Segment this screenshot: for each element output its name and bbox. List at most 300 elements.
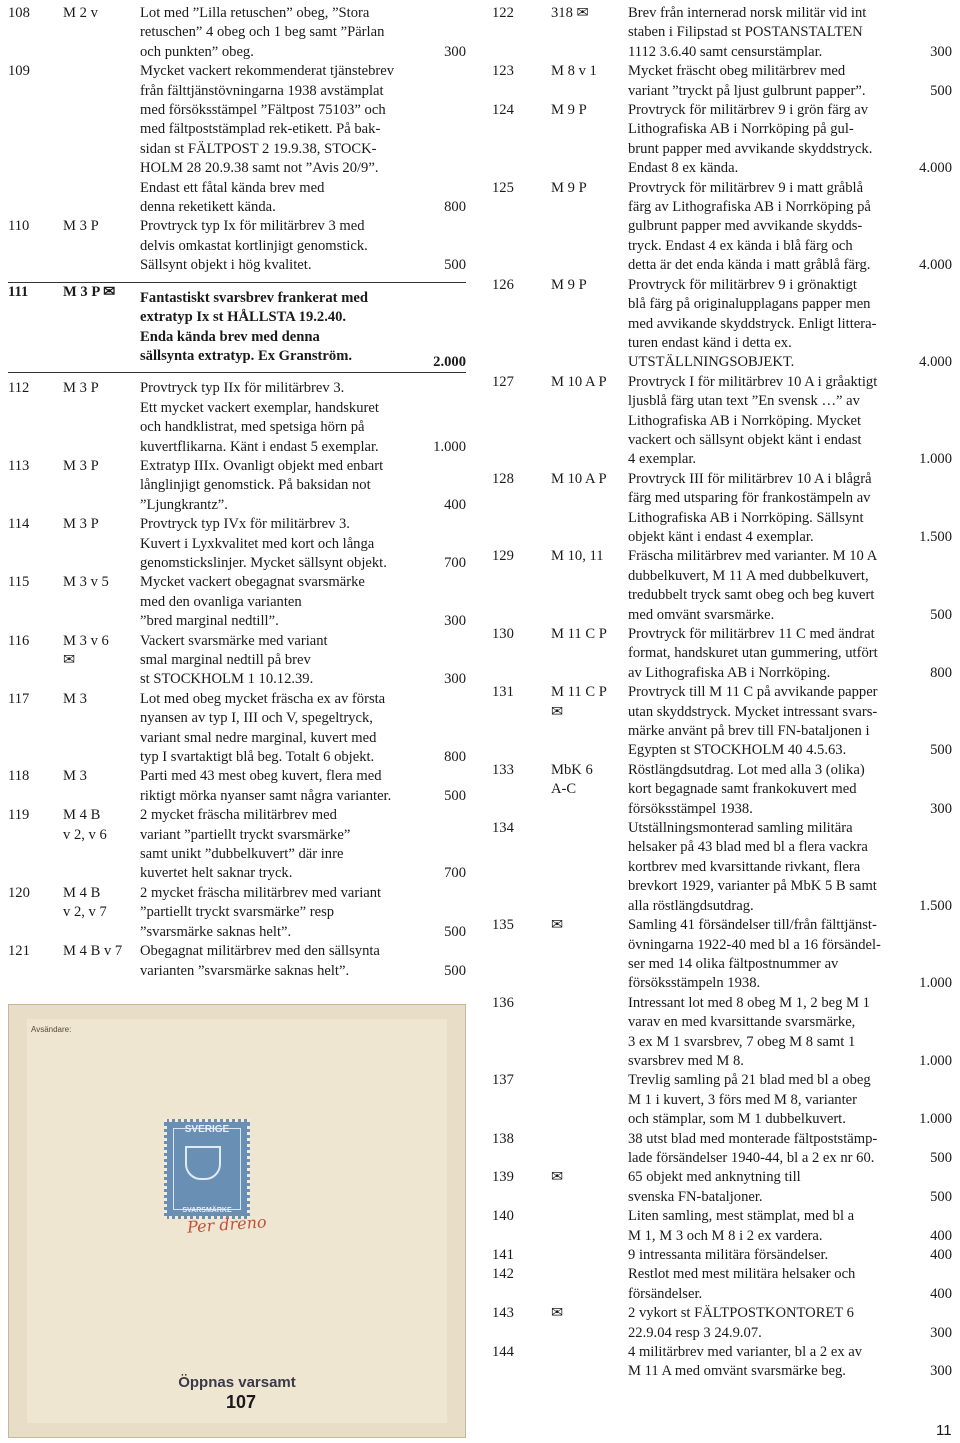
page-number-right: 11 (936, 1422, 952, 1439)
lot-description (140, 573, 466, 631)
catalog-code-text: M 4 B v 7 (63, 943, 123, 960)
catalog-code-text: M 3 v 6 (63, 632, 109, 649)
lot-entry (492, 916, 952, 994)
lot-catalog-code (551, 373, 607, 392)
description-line: staben i Filipstad st POSTANSTALTEN (628, 24, 863, 41)
lot-price: 500 (444, 962, 466, 979)
lot-description (628, 4, 952, 62)
lot-price: 700 (444, 554, 466, 571)
reply-stamp-image (164, 1119, 250, 1219)
lot-entry (8, 573, 466, 631)
lot-description (140, 942, 466, 981)
lot-entry (492, 276, 952, 373)
lot-number: 113 (8, 457, 30, 474)
lot-price: 300 (444, 671, 466, 688)
catalog-code-text: M 9 P (551, 276, 587, 293)
page-number-left: 107 (226, 1392, 257, 1412)
lot-price: 2.000 (433, 353, 466, 370)
description-line: ”bred marginal nedtill”. (140, 613, 279, 630)
description-line: Provtryck III för militärbrev 10 A i blågrå (628, 470, 872, 487)
description-line: Lithografiska AB i Norrköping. Sällsynt (628, 509, 864, 526)
lot-entry (8, 217, 466, 275)
lot-description (140, 690, 466, 768)
description-line: 2 mycket fräscha militärbrev med variant (140, 884, 382, 901)
envelope-icon: ✉ (63, 652, 76, 668)
description-line: Provtryck för militärbrev 11 C med ändrat (628, 626, 875, 642)
lot-catalog-code (551, 4, 589, 23)
description-line: genomstickslinjer. Mycket sällsynt objekt. (140, 554, 387, 571)
lot-entry (492, 179, 952, 276)
description-line: Enda kända brev med denna (140, 328, 320, 345)
description-line: alla röstlängdsutdrag. (628, 897, 754, 914)
lot-description (140, 379, 466, 457)
lot-catalog-code (63, 884, 107, 923)
catalog-code-variant: v 2, v 7 (63, 904, 107, 921)
description-line: Provtryck typ Ix för militärbrev 3 med (140, 218, 365, 235)
lot-description (628, 101, 952, 179)
lot-number: 110 (8, 218, 30, 235)
description-line: 9 intressanta militära försändelser. (628, 1247, 829, 1263)
lot-entry (492, 994, 952, 1072)
description-line: Samling 41 försändelser till/från fälttjänst- (628, 917, 877, 934)
envelope-icon: ✉ (551, 703, 564, 720)
lot-number: 117 (8, 690, 30, 707)
description-line: Fräscha militärbrev med varianter. M 10 A (628, 548, 878, 565)
lot-entry (492, 1130, 952, 1169)
lot-price: 300 (930, 1363, 952, 1380)
description-line: Trevlig samling på 21 blad med bl a obeg (628, 1072, 871, 1089)
description-line: extratyp Ix st HÅLLSTA 19.2.40. (140, 309, 347, 326)
description-line: Provtryck typ IVx för militärbrev 3. (140, 516, 350, 533)
description-line: ”partiellt tryckt svarsmärke” resp (140, 904, 335, 921)
description-line: med omvänt svarsmärke. (628, 606, 775, 623)
lot-entry (492, 62, 952, 101)
description-line: svenska FN-bataljoner. (628, 1188, 763, 1205)
description-line: från fälttjänstövningarna 1938 avstämplat (140, 82, 384, 99)
description-line: 3 ex M 1 svarsbrev, 7 obeg M 8 samt 1 (628, 1033, 856, 1050)
lot-description (628, 1265, 952, 1304)
lot-entry (492, 761, 952, 819)
description-line: delvis omkastat kortlinjigt genomstick. (140, 237, 368, 254)
lot-number: 108 (8, 5, 30, 21)
description-line: blå färg på originalupplagans papper men (628, 296, 871, 313)
description-line: Lithografiska AB i Norrköping på gul- (628, 121, 854, 138)
lot-catalog-code (551, 547, 604, 566)
lot-catalog-code (551, 276, 587, 295)
lot-description (140, 4, 466, 62)
lot-price: 1.000 (919, 451, 952, 468)
lot-price: 500 (930, 742, 952, 759)
lot-description (628, 1343, 952, 1382)
description-line: Parti med 43 mest obeg kuvert, flera med (140, 768, 382, 785)
description-line: Röstlängdsutdrag. Lot med alla 3 (olika) (628, 761, 865, 778)
lot-number: 143 (492, 1305, 514, 1322)
description-line: Intressant lot med 8 obeg M 1, 2 beg M 1 (628, 994, 870, 1011)
description-line: Provtryck I för militärbrev 10 A i gråaktigt (628, 373, 878, 390)
description-line: brunt papper med avvikande skyddstryck. (628, 140, 873, 157)
description-line: objekt känt i endast 4 exemplar. (628, 528, 814, 545)
lot-catalog-code (63, 942, 122, 961)
catalog-code-text: M 3 P (63, 516, 99, 533)
description-line: ”svarsmärke saknas helt”. (140, 923, 292, 940)
catalog-code-text: MbK 6 (551, 761, 593, 778)
lot-description (628, 276, 952, 373)
lot-description (140, 289, 466, 367)
lot-number: 123 (492, 63, 514, 80)
stamp-value-text: SVARSMÄRKE (182, 1207, 232, 1214)
description-line: varav en med kvarsittande svarsmärke, (628, 1014, 856, 1031)
catalog-code-text: M 3 P (63, 380, 99, 397)
lot-entry (492, 101, 952, 179)
lot-description (628, 819, 952, 916)
lot-catalog-code (63, 632, 109, 671)
catalog-code-text: M 10 A P (551, 373, 607, 390)
description-line: lade försändelser 1940-44, bl a 2 ex nr 60. (628, 1149, 875, 1166)
lot-price: 400 (444, 496, 466, 513)
lot-number: 141 (492, 1247, 514, 1263)
description-line: Provtryck för militärbrev 9 i grönaktigt (628, 276, 857, 293)
description-line: 4 exemplar. (628, 451, 697, 468)
lot-catalog-code (551, 683, 607, 722)
lot-description (628, 470, 952, 548)
lot-number: 127 (492, 373, 514, 390)
description-line: kort begagnade samt frankokuvert med (628, 781, 857, 798)
envelope-handwriting: Per dreno (186, 1212, 268, 1237)
lot-description (628, 916, 952, 994)
description-line: med försöksstämpel ”Fältpost 75103” och (140, 102, 386, 119)
description-line: sällsynta extratyp. Ex Granström. (140, 347, 353, 364)
description-line: varianten ”svarsmärke saknas helt”. (140, 962, 350, 979)
catalog-code-variant: A-C (551, 781, 577, 798)
envelope-face (27, 1019, 447, 1423)
description-line: färg med utsparing för frankostämpeln av (628, 490, 871, 507)
description-line: försöksstämpel 1938. (628, 800, 753, 817)
description-line: Lot med obeg mycket fräscha ex av första (140, 690, 386, 707)
catalog-code-text: M 8 v 1 (551, 63, 597, 80)
lot-price: 1.500 (919, 528, 952, 545)
lot-price: 400 (930, 1227, 952, 1244)
lot-description (628, 1130, 952, 1169)
lot-price: 500 (444, 257, 466, 274)
lot-catalog-code (551, 1168, 563, 1187)
description-line: 2 mycket fräscha militärbrev med (140, 807, 337, 824)
lot-number: 135 (492, 917, 514, 934)
lot-price: 300 (444, 43, 466, 60)
lot-entry (8, 767, 466, 806)
lot-description (628, 547, 952, 625)
lot-price: 300 (444, 613, 466, 630)
description-line: och punkten” obeg. (140, 43, 254, 60)
lot-number: 140 (492, 1208, 514, 1225)
description-line: Restlot med mest militära helsaker och (628, 1266, 856, 1283)
lot-entry (8, 457, 466, 515)
catalog-code-text: M 9 P (551, 179, 587, 196)
lot-catalog-code (551, 179, 587, 198)
lot-catalog-code (551, 1304, 563, 1323)
description-line: Kuvert i Lyxkvalitet med kort och långa (140, 535, 375, 552)
lot-price: 400 (930, 1247, 952, 1263)
description-line: M 11 A med omvänt svarsmärke beg. (628, 1363, 846, 1380)
lot-number: 111 (8, 283, 29, 300)
lot-number: 126 (492, 276, 514, 293)
description-line: färg av Lithografiska AB i Norrköping på (628, 199, 871, 216)
description-line: och handklistrat, med spetsiga hörn på (140, 419, 365, 436)
catalog-code-text: M 4 B (63, 884, 101, 901)
lot-description (628, 373, 952, 470)
lot-description (628, 1304, 952, 1343)
lot-price: 800 (930, 664, 952, 681)
lot-description (628, 1071, 952, 1129)
envelope-photo (8, 1004, 466, 1438)
lot-number: 124 (492, 102, 514, 119)
lot-entry (492, 373, 952, 470)
lot-price: 500 (930, 606, 952, 623)
description-line: ”Ljungkrantz”. (140, 496, 228, 513)
lot-price: 1.000 (433, 438, 466, 455)
description-line: 38 utst blad med monterade fältpoststämp- (628, 1130, 878, 1147)
lot-catalog-code (63, 457, 99, 476)
catalog-code-text: ✉ (551, 1169, 564, 1186)
lot-catalog-code (63, 379, 99, 398)
lot-price: 4.000 (919, 257, 952, 274)
lot-price: 500 (930, 1149, 952, 1166)
description-line: ser med 14 olika fältpostnummer av (628, 955, 839, 972)
lot-price: 4.000 (919, 160, 952, 177)
catalog-code-text: M 3 (63, 768, 87, 785)
lot-description (628, 761, 952, 819)
description-line: smal marginal nedtill på brev (140, 652, 311, 668)
lot-catalog-code (551, 761, 593, 800)
description-line: Provtryck för militärbrev 9 i grön färg av (628, 102, 869, 119)
catalog-code-text: ✉ (551, 917, 564, 934)
lot-price: 1.000 (919, 1111, 952, 1128)
lot-entry (492, 1168, 952, 1207)
lot-price: 1.500 (919, 897, 952, 914)
description-line: Obegagnat militärbrev med den sällsynta (140, 943, 380, 960)
lot-description (628, 1207, 952, 1246)
lot-description (140, 884, 466, 942)
lot-catalog-code (63, 573, 109, 592)
description-line: Liten samling, mest stämplat, med bl a (628, 1208, 855, 1225)
description-line: med den ovanliga varianten (140, 593, 302, 610)
description-line: vackert och sällsynt objekt känt i endast (628, 431, 862, 448)
lot-catalog-code (63, 283, 115, 302)
description-line: långlinjigt genomstick. På baksidan not (140, 477, 371, 494)
lot-catalog-code (63, 515, 99, 534)
description-line: övningarna 1922-40 med bl a 16 försändel- (628, 936, 881, 953)
lot-price: 1.000 (919, 1052, 952, 1069)
description-line: Lot med ”Lilla retuschen” obeg, ”Stora (140, 5, 370, 21)
lot-description (628, 179, 952, 276)
lot-price: 500 (930, 82, 952, 99)
description-line: M 1 i kuvert, 3 förs med M 8, varianter (628, 1091, 857, 1108)
lot-description (140, 767, 466, 806)
description-line: turen endast känd i detta ex. (628, 334, 792, 351)
description-line: gulbrunt papper med avvikande skydds- (628, 218, 863, 235)
lot-description (628, 1168, 952, 1207)
description-line: kuvertet helt saknar tryck. (140, 865, 293, 882)
lot-description (140, 457, 466, 515)
lot-catalog-code (63, 4, 98, 23)
lot-number: 121 (8, 943, 30, 960)
lot-catalog-code (551, 916, 563, 935)
lot-description (140, 217, 466, 275)
description-line: variant ”partiellt tryckt svarsmärke” (140, 826, 351, 843)
description-line: Mycket vackert rekommenderat tjänstebrev (140, 63, 395, 80)
lot-number: 137 (492, 1072, 514, 1089)
lot-number: 114 (8, 516, 30, 533)
lot-entry (492, 1343, 952, 1382)
catalog-code-text: M 3 (63, 690, 87, 707)
lot-number: 139 (492, 1169, 514, 1186)
description-line: variant ”tryckt på ljust gulbrunt papper”. (628, 82, 866, 99)
description-line: 1112 3.6.40 samt censurstämplar. (628, 43, 823, 60)
description-line: Provtryck för militärbrev 9 i matt gråblå (628, 179, 864, 196)
lot-number: 118 (8, 768, 30, 785)
description-line: Sällsynt objekt i hög kvalitet. (140, 257, 312, 274)
description-line: Lithografiska AB i Norrköping. Mycket (628, 412, 862, 429)
lot-number: 129 (492, 548, 514, 565)
description-line: svarsbrev med M 8. (628, 1052, 744, 1069)
description-line: brevkort 1929, varianter på MbK 5 B samt (628, 878, 877, 895)
description-line: Fantastiskt svarsbrev frankerat med (140, 289, 368, 306)
lot-entry (8, 62, 466, 217)
description-line: Endast 8 ex kända. (628, 160, 739, 177)
lot-number: 144 (492, 1344, 514, 1361)
description-line: 2 vykort st FÄLTPOSTKONTORET 6 (628, 1305, 854, 1322)
lot-number: 109 (8, 63, 30, 80)
catalog-code-text: M 3 P (63, 218, 99, 235)
lot-description (628, 1246, 952, 1265)
description-line: retuschen” 4 obeg och 1 beg samt ”Pärlan (140, 24, 385, 41)
lot-number: 130 (492, 626, 514, 642)
lot-number: 120 (8, 884, 30, 901)
right-column (492, 4, 952, 1382)
lot-description (628, 62, 952, 101)
description-line: denna reketikett kända. (140, 199, 276, 216)
description-line: ljusblå färg utan text ”En svensk …” av (628, 393, 860, 410)
lot-entry (492, 1071, 952, 1129)
catalog-code-text: M 11 C P (551, 684, 607, 701)
catalog-code-text: M 3 P (63, 457, 99, 474)
description-line: M 1, M 3 och M 8 i 2 ex vardera. (628, 1227, 823, 1244)
catalog-code-text: M 2 v (63, 5, 98, 21)
lot-price: 700 (444, 865, 466, 882)
lot-number: 142 (492, 1266, 514, 1283)
description-line: 22.9.04 resp 3 24.9.07. (628, 1324, 762, 1341)
lot-description (628, 625, 952, 683)
lot-description (140, 632, 466, 690)
description-line: Mycket vackert obegagnat svarsmärke (140, 574, 365, 591)
catalog-code-text: M 9 P (551, 102, 587, 119)
description-line: sidan st FÄLTPOST 2 19.9.38, STOCK- (140, 140, 377, 157)
description-line: Endast ett fåtal kända brev med (140, 179, 325, 196)
description-line: detta är det enda kända i matt gråblå färg. (628, 257, 871, 274)
lot-description (628, 994, 952, 1072)
description-line: tredubbelt tryck samt obeg och beg kuvert (628, 587, 875, 604)
description-line: Extratyp IIIx. Ovanligt objekt med enbart (140, 457, 384, 474)
description-line: format, handskuret utan gummering, utfört (628, 645, 878, 662)
description-line: försändelser. (628, 1285, 703, 1302)
description-line: utan skyddstryck. Mycket intressant svars- (628, 703, 878, 720)
lot-description (140, 515, 466, 573)
lot-number: 125 (492, 179, 514, 196)
lot-price: 500 (444, 923, 466, 940)
lot-number: 128 (492, 470, 514, 487)
lot-price: 800 (444, 749, 466, 766)
lot-price: 300 (930, 800, 952, 817)
lot-number: 112 (8, 380, 30, 397)
lot-entry (492, 1304, 952, 1343)
lot-price: 500 (930, 1188, 952, 1205)
lot-catalog-code (63, 690, 87, 709)
description-line: och stämplar, som M 1 dubbelkuvert. (628, 1111, 846, 1128)
lot-description (140, 62, 466, 217)
lot-entry (492, 625, 952, 683)
lot-catalog-code (63, 217, 99, 236)
catalog-code-text: 318 ✉ (551, 5, 589, 21)
description-line: Ett mycket vackert exemplar, handskuret (140, 399, 379, 416)
lot-number: 136 (492, 994, 514, 1011)
lot-description (140, 806, 466, 884)
left-column (8, 4, 466, 981)
description-line: märke använt på brev till FN-bataljonen i (628, 723, 870, 740)
lot-entry (492, 819, 952, 916)
description-line: Egypten st STOCKHOLM 40 4.5.63. (628, 742, 847, 759)
lot-entry (8, 379, 466, 457)
lot-entry (492, 1246, 952, 1265)
lot-entry (8, 282, 466, 374)
lot-entry (8, 515, 466, 573)
description-line: med avvikande skyddstryck. Enligt littera- (628, 315, 877, 332)
description-line: typ I svartaktigt blå beg. Totalt 6 objekt. (140, 749, 375, 766)
lot-number: 119 (8, 807, 30, 824)
catalog-code-text: M 10, 11 (551, 548, 604, 565)
catalog-code-text: ✉ (551, 1305, 564, 1322)
lot-entry (492, 683, 952, 761)
lot-entry (8, 884, 466, 942)
description-line: variant smal nedre marginal, kuvert med (140, 729, 377, 746)
lot-price: 500 (444, 787, 466, 804)
description-line: st STOCKHOLM 1 10.12.39. (140, 671, 314, 688)
lot-entry (8, 632, 466, 690)
description-line: dubbelkuvert, M 11 A med dubbelkuvert, (628, 567, 869, 584)
description-line: Mycket fräscht obeg militärbrev med (628, 63, 846, 80)
lot-catalog-code (551, 625, 607, 644)
lot-entry (492, 1207, 952, 1246)
lot-catalog-code (551, 470, 607, 489)
lot-number: 122 (492, 5, 514, 21)
description-line: Utställningsmonterad samling militära (628, 820, 853, 837)
lot-entry (492, 547, 952, 625)
description-line: nyansen av typ I, III och V, spegeltryck, (140, 710, 373, 727)
lot-catalog-code (551, 62, 597, 81)
description-line: 4 militärbrev med varianter, bl a 2 ex av (628, 1344, 863, 1361)
catalog-code-text: M 3 v 5 (63, 574, 109, 591)
lot-catalog-code (551, 101, 587, 120)
stamp-country-text: SVERIGE (184, 1124, 230, 1135)
description-line: med fältpoststämplad rek-etikett. På bak- (140, 121, 381, 138)
envelope-sender-label: Avsändare: (31, 1025, 72, 1034)
description-line: Brev från internerad norsk militär vid int (628, 5, 867, 21)
lot-price: 800 (444, 199, 466, 216)
lot-entry (492, 1265, 952, 1304)
lot-number: 133 (492, 761, 514, 778)
lot-entry (492, 470, 952, 548)
lot-entry (492, 4, 952, 62)
lot-price: 1.000 (919, 975, 952, 992)
lot-number: 131 (492, 684, 514, 701)
